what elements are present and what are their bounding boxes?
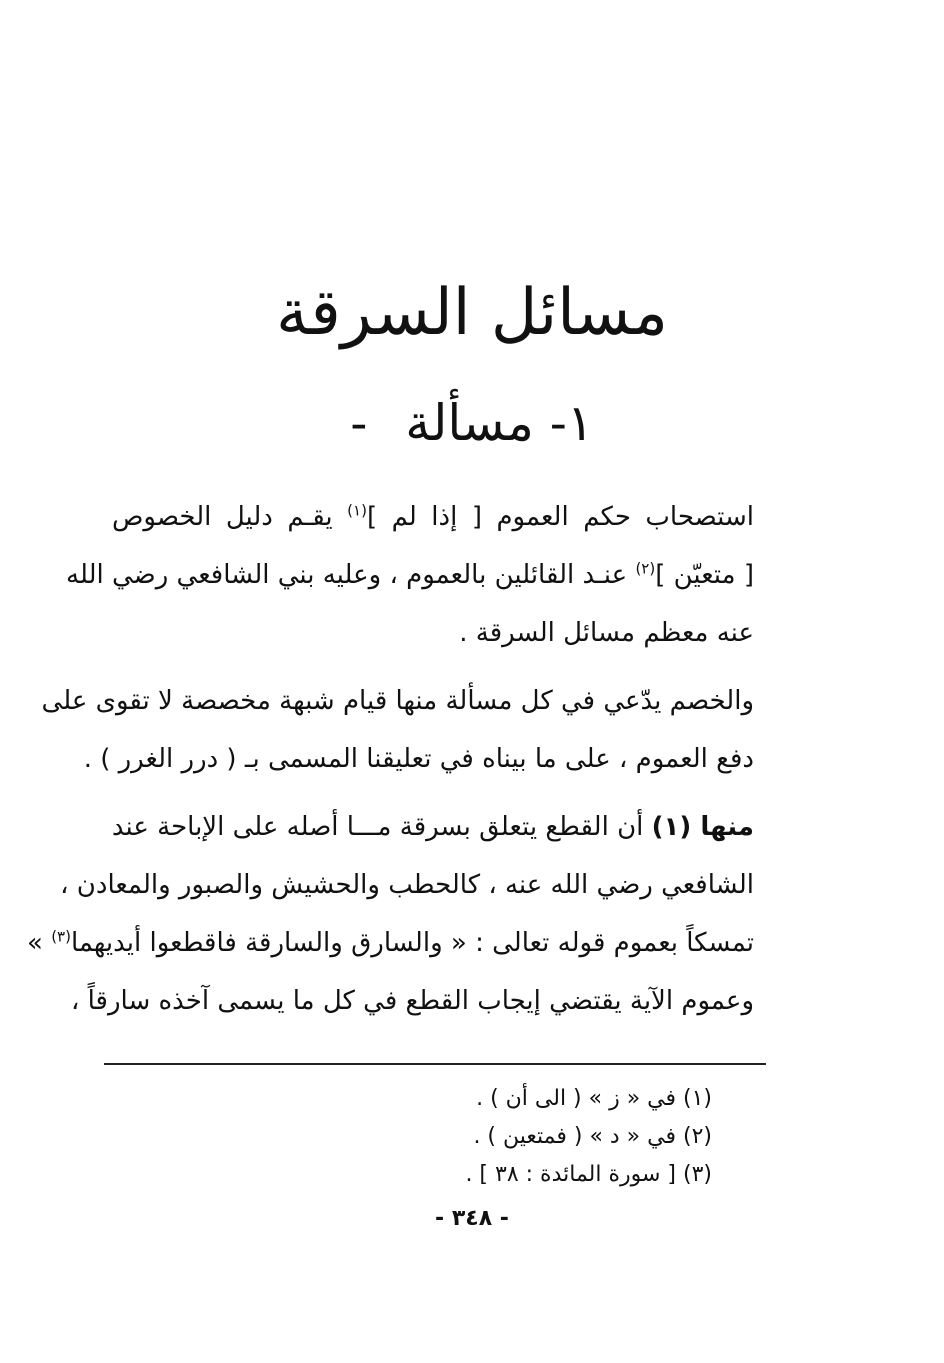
footnote-item: (١) في « ز » ( الى أن ) . (476, 1086, 712, 1111)
text-run: عنه معظم مسائل السرقة . (459, 618, 754, 648)
text-line (112, 604, 754, 662)
text-run: تمسكاً بعموم قوله تعالى : « والسارق والسارقة فاقطعوا أيديهما (70, 928, 754, 958)
text-run: استصحاب حكم العموم [ إذا لم ] (366, 502, 754, 532)
footnote-ref: (٣) (51, 927, 71, 946)
section-number: -١- (350, 394, 594, 452)
text-run: عنـد القائلين بالعموم ، وعليه بني الشافعي رضي الله (66, 560, 636, 590)
paragraph (66, 488, 754, 662)
text-line (112, 798, 754, 856)
section-heading (0, 388, 944, 458)
text-run: يقـم دليل الخصوص (112, 502, 348, 532)
text-run: والخصم يدّعي في كل مسألة منها قيام شبهة مخصصة لا تقوى على (41, 686, 754, 716)
body-text (27, 488, 754, 1040)
footnote-item: (٣) [ سورة المائدة : ٣٨ ] . (465, 1162, 712, 1187)
chapter-title: مسائل السرقة (275, 276, 669, 350)
text-line (60, 856, 754, 914)
footnote-ref: (١) (347, 501, 367, 520)
page-number: - ٣٤٨ - (435, 1206, 509, 1231)
footnote-item: (٢) في « د » ( فمتعين ) . (473, 1124, 712, 1149)
text-line (66, 546, 754, 604)
text-line (112, 488, 754, 546)
footnotes (112, 1080, 712, 1194)
text-line (83, 730, 754, 788)
text-run: وعموم الآية يقتضي إيجاب القطع في كل ما يسمى آخذه سارقاً ، (70, 986, 754, 1016)
text-run: الشافعي رضي الله عنه ، كالحطب والحشيش والصبور والمعادن ، (60, 870, 754, 900)
paragraph-lead: منها (١) (651, 812, 754, 842)
footnote-ref: (٢) (635, 559, 656, 578)
paragraph (41, 672, 754, 788)
text-line (27, 914, 754, 972)
section-word: مسألة (405, 394, 534, 452)
paragraph (27, 798, 754, 1030)
text-line (41, 672, 754, 730)
text-line (70, 972, 754, 1030)
footnote-separator (104, 1063, 766, 1065)
text-run: دفع العموم ، على ما بيناه في تعليقنا المسمى بـ ( درر الغرر ) . (83, 744, 754, 774)
text-run: [ متعيّن ] (655, 560, 754, 590)
text-run: أن القطع يتعلق بسرقة مـــا أصله على الإباحة عند (111, 812, 652, 842)
text-run: » (27, 928, 52, 958)
